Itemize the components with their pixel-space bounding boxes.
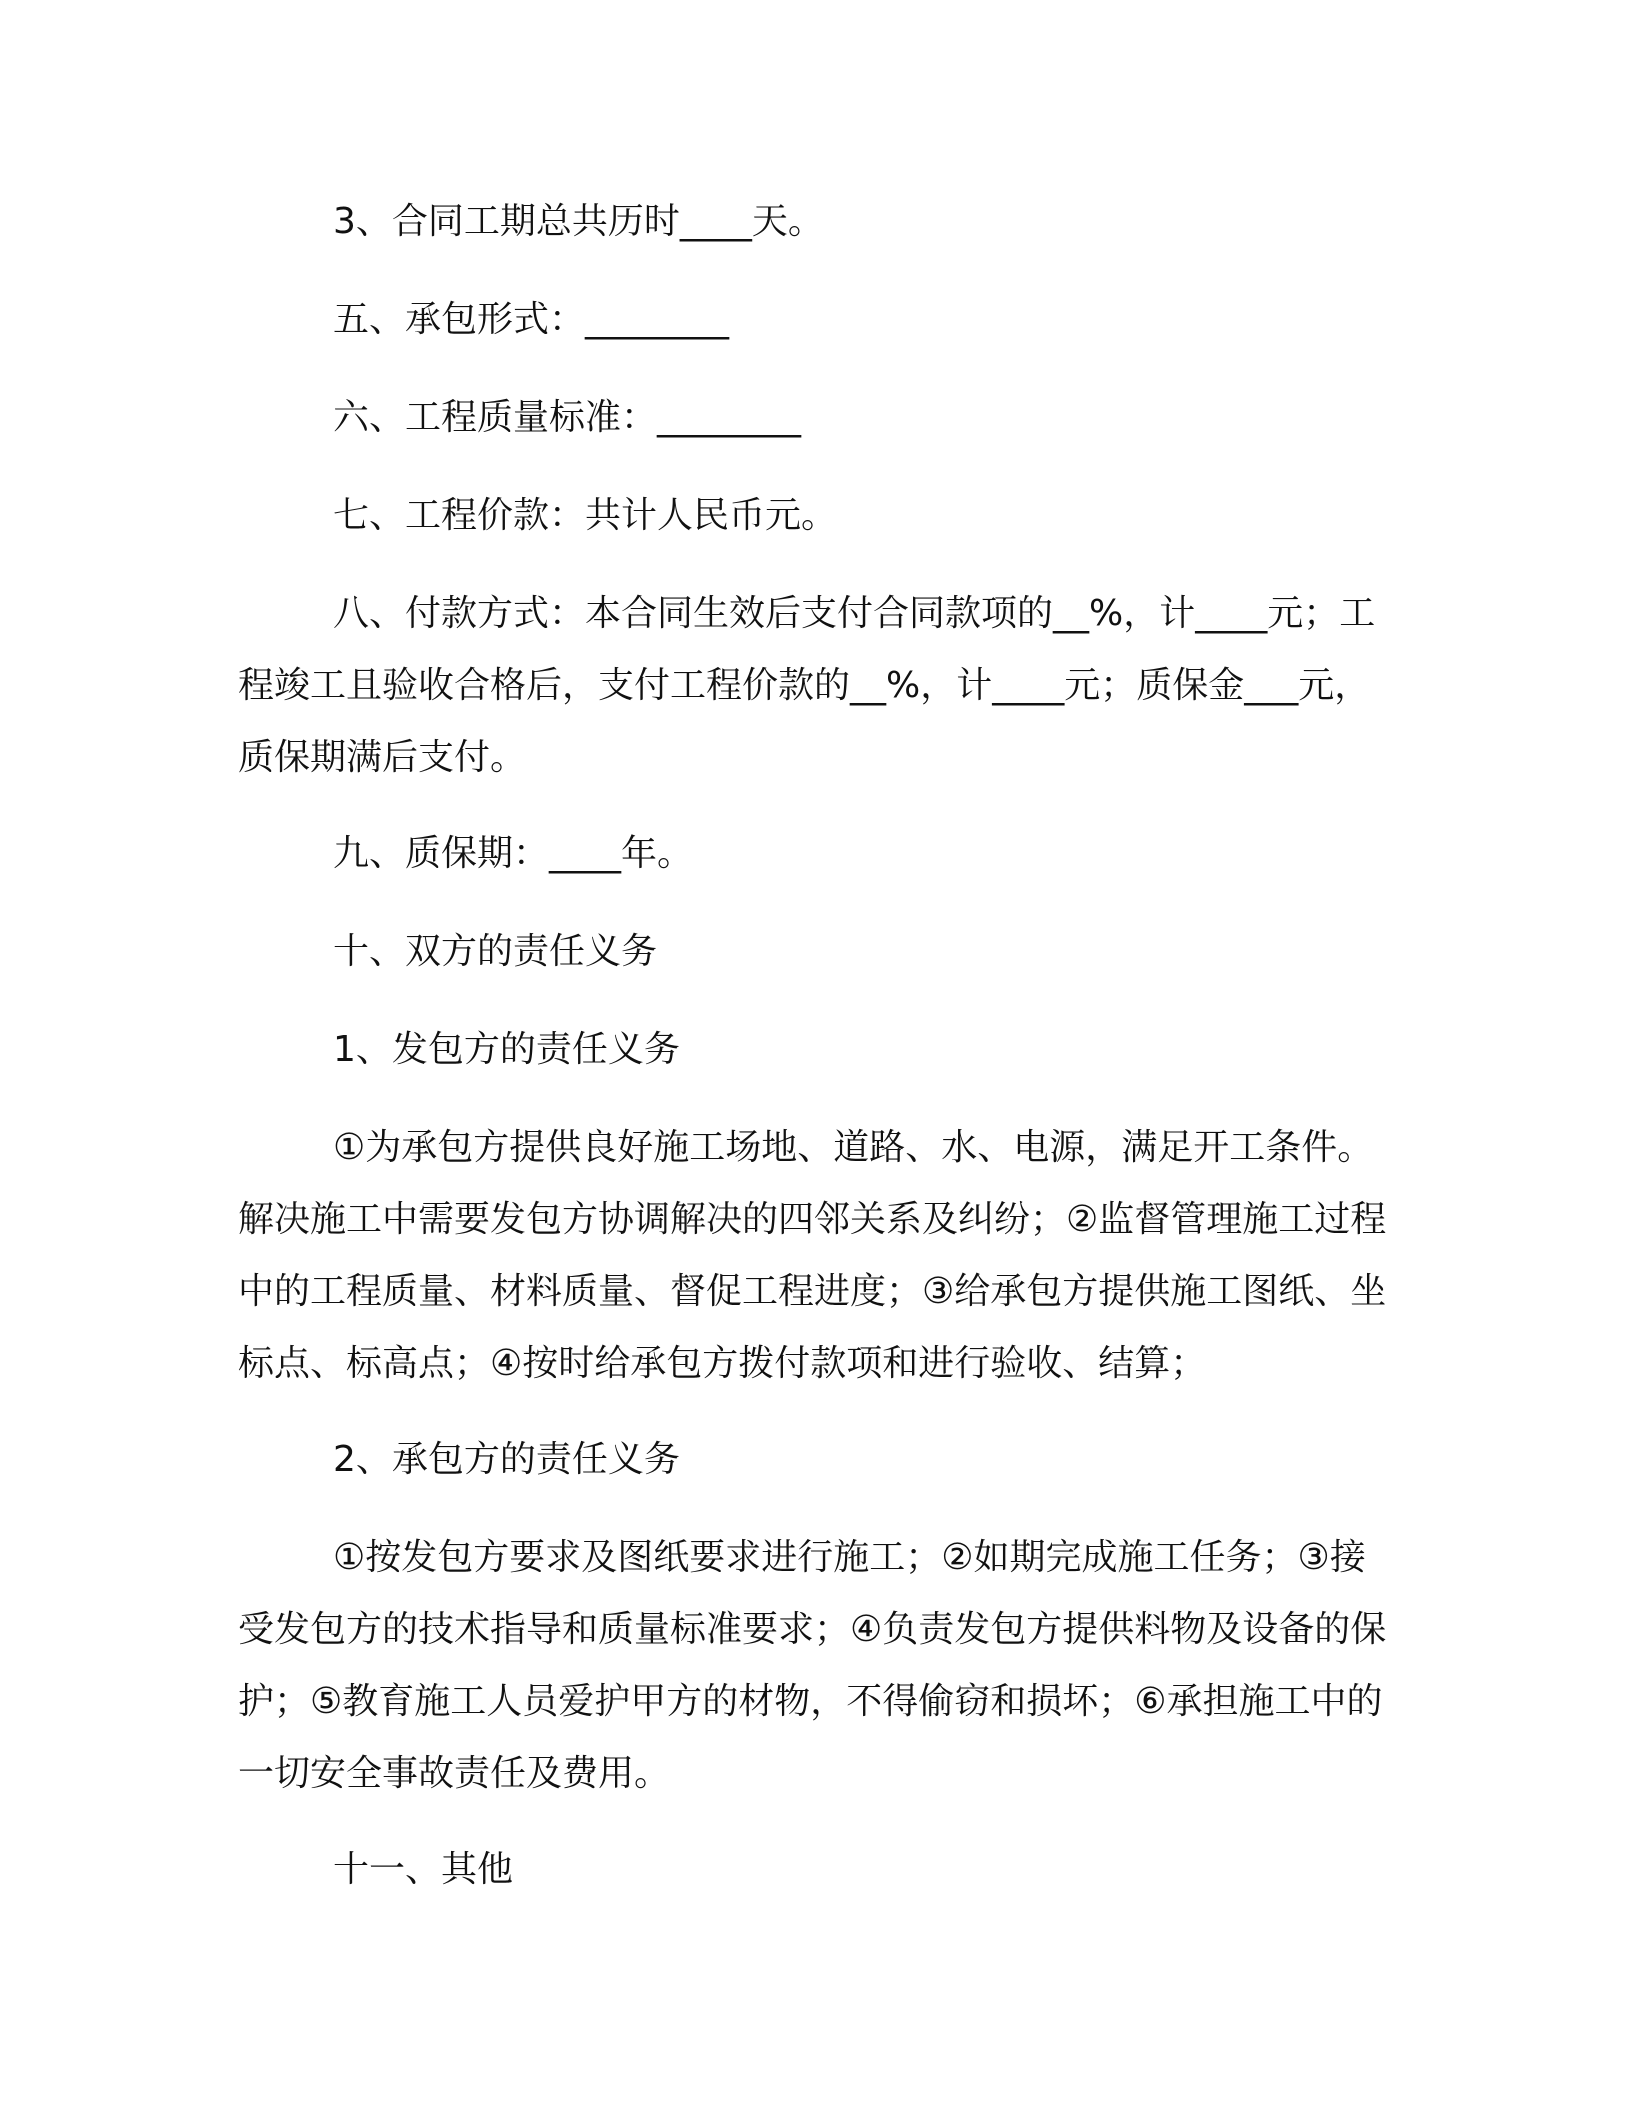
clause-quality-standard: 六、工程质量标准：________ [333,397,802,438]
clause-responsibilities-heading: 十、双方的责任义务 [333,931,658,972]
employer-duties-heading: 1、发包方的责任义务 [333,1029,680,1070]
employer-duties-text: ①为承包方提供良好施工场地、道路、水、电源，满足开工条件。解决施工中需要发包方协调解决的四邻关系及纠纷；②监督管理施工过程中的工程质量、材料质量、督促工程进度；③给承包方提供施工图纸、坐标点、标高点；④按时给承包方拨付款项和进行验收、结算； [238,1127,1387,1384]
clause-duration: 3、合同工期总共历时____天。 [333,201,824,242]
clause-other-heading: 十一、其他 [333,1849,514,1890]
clause-project-price: 七、工程价款：共计人民币元。 [333,495,838,536]
clause-warranty-period: 九、质保期：____年。 [333,833,694,874]
contractor-duties-heading: 2、承包方的责任义务 [333,1439,680,1480]
contractor-duties-text: ①按发包方要求及图纸要求进行施工；②如期完成施工任务；③接受发包方的技术指导和质量标准要求；④负责发包方提供料物及设备的保护；⑤教育施工人员爱护甲方的材物，不得偷窃和损坏；⑥承担施工中的一切安全事故责任及费用。 [238,1537,1387,1794]
clause-contract-form: 五、承包形式：________ [333,299,730,340]
clause-payment-method: 八、付款方式：本合同生效后支付合同款项的__%，计____元；工程竣工且验收合格后，支付工程价款的__%，计____元；质保金___元，质保期满后支付。 [238,593,1376,778]
